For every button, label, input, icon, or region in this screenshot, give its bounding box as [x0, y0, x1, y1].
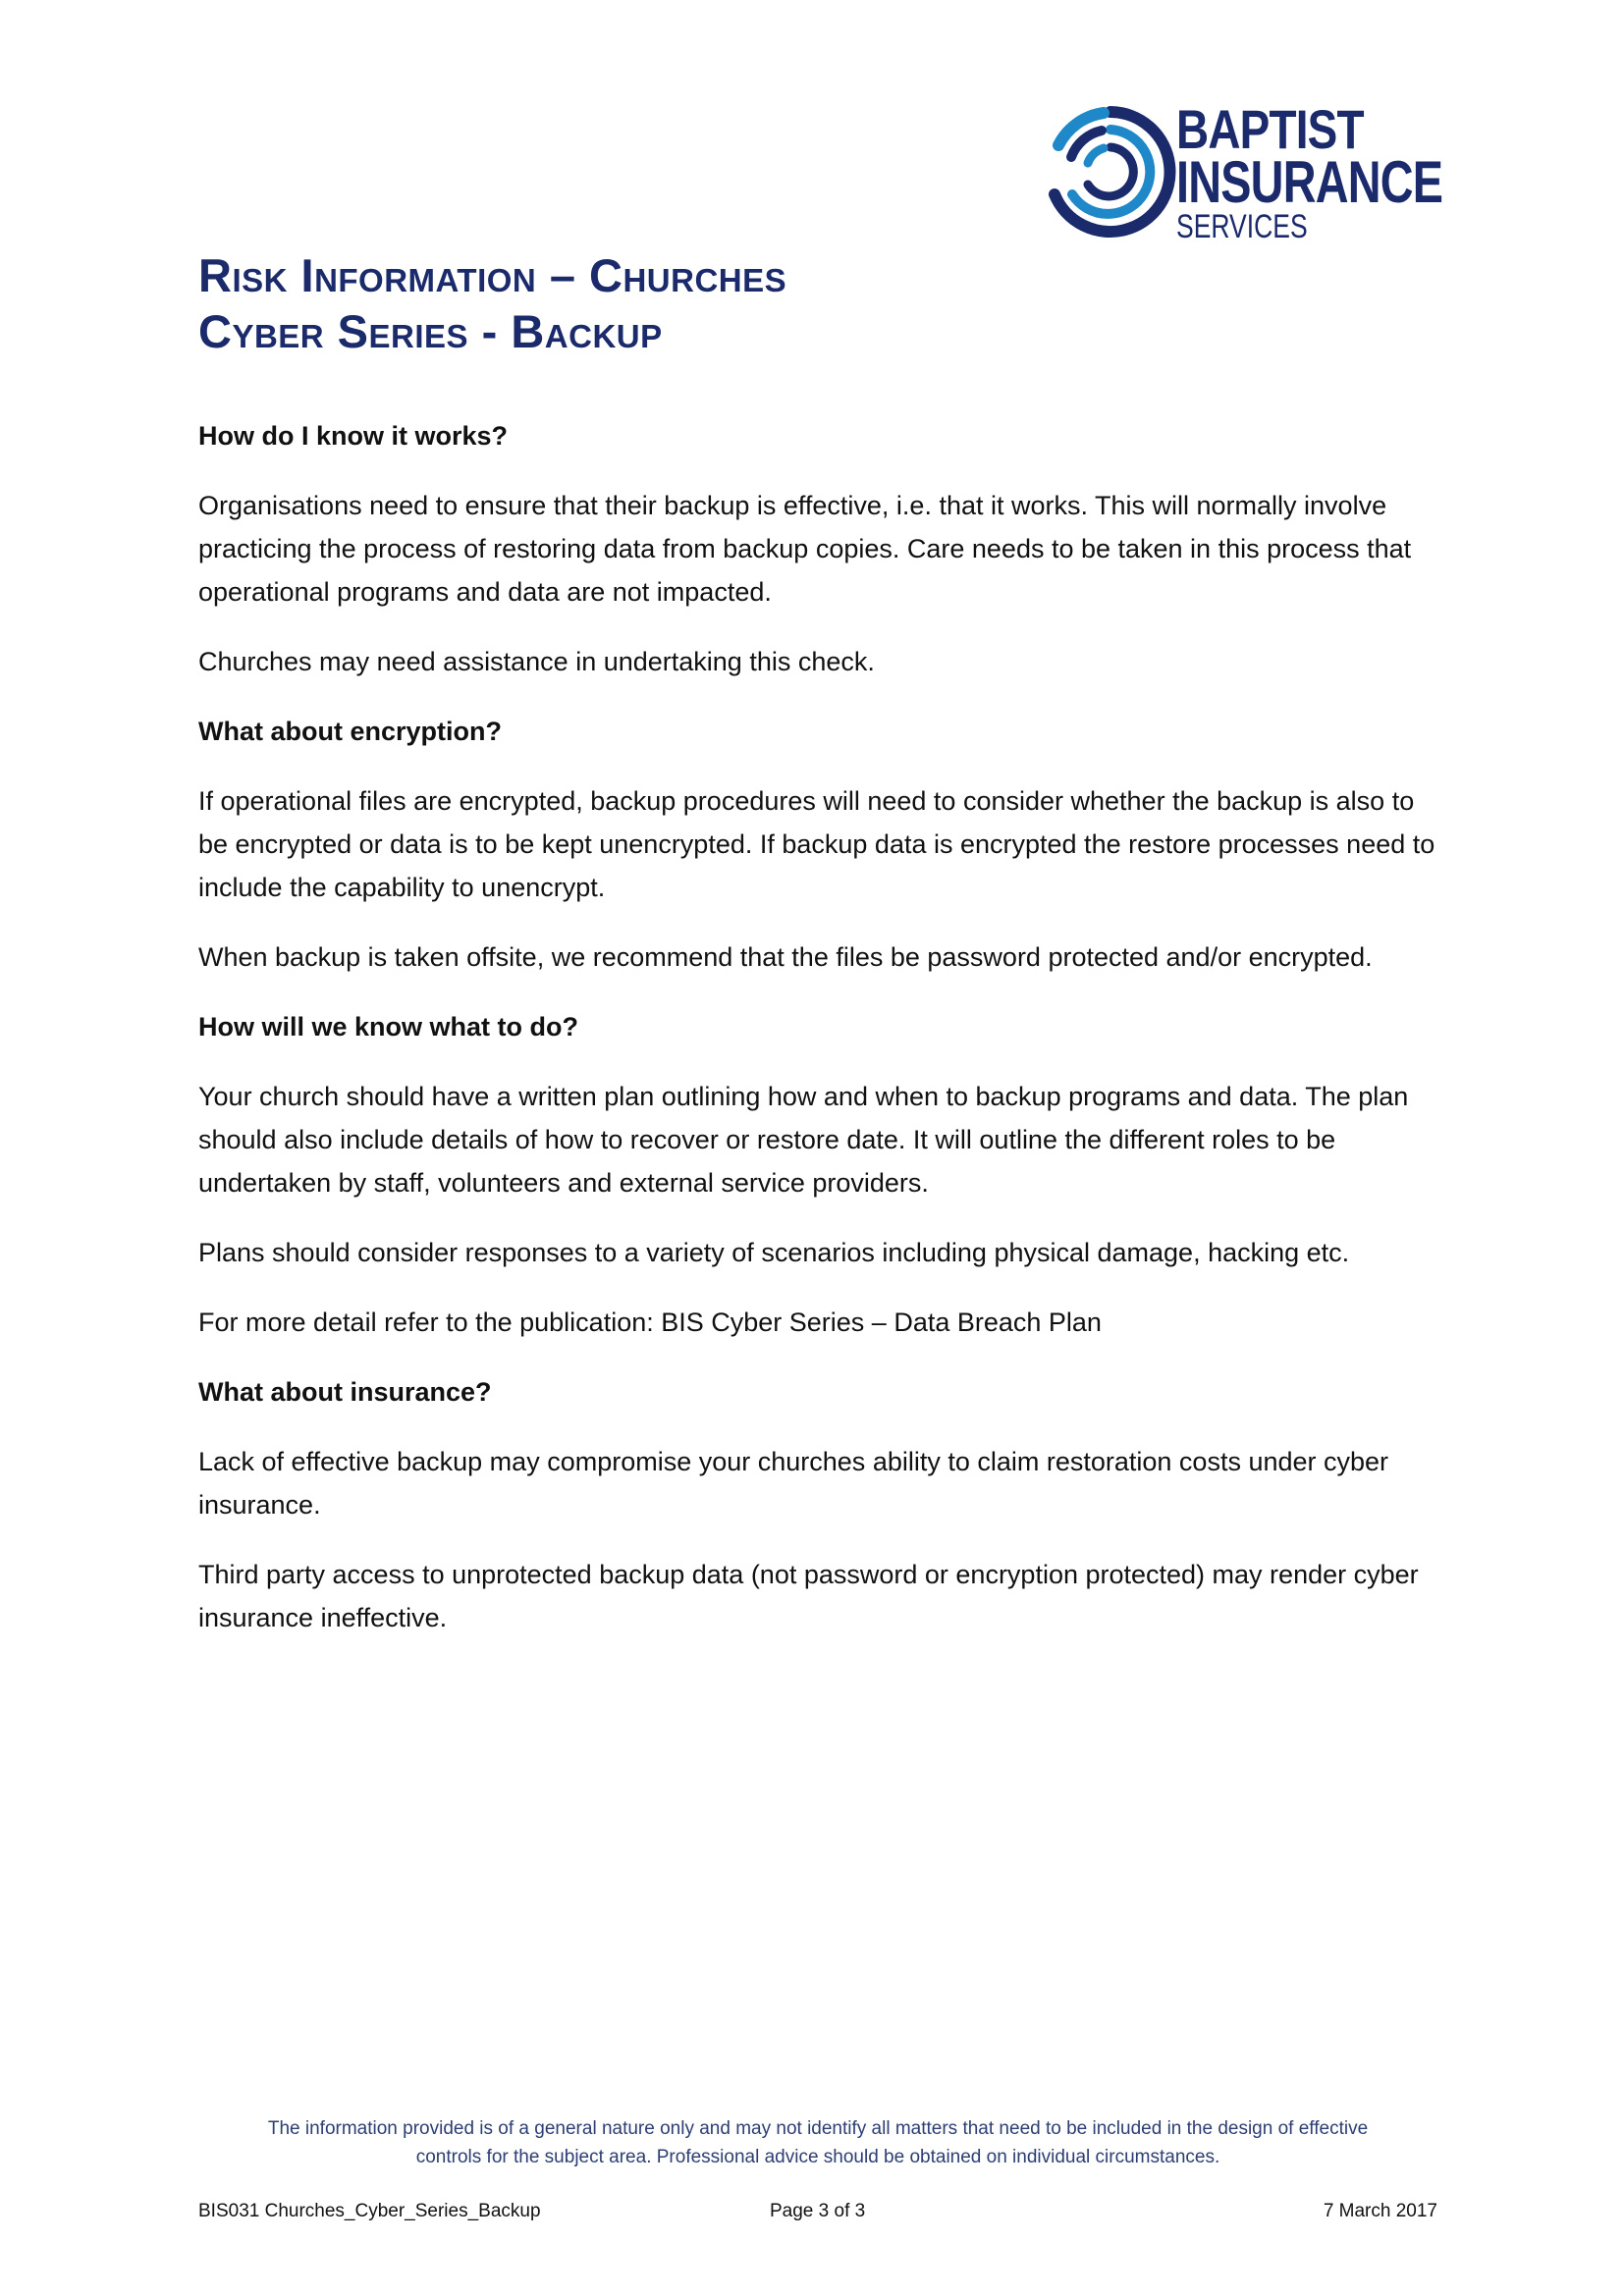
paragraph: Churches may need assistance in undertaking this check.	[198, 647, 875, 676]
paragraph: Third party access to unprotected backup data (not password or encryption protected) may render cyber insurance ineffective.	[198, 1560, 1419, 1632]
disclaimer-line-2: controls for the subject area. Professional advice should be obtained on individual circumstances.	[415, 2147, 1220, 2167]
paragraph: Organisations need to ensure that their backup is effective, i.e. that it works. This will normally involve practicing the process of restoring data from backup copies. Care needs to be taken in this process that operational programs and data are not impacted.	[198, 491, 1412, 607]
logo-wordmark	[1176, 98, 1518, 245]
paragraph: For more detail refer to the publication: BIS Cyber Series – Data Breach Plan	[198, 1308, 1102, 1337]
document-title	[198, 247, 786, 359]
section-heading: What about insurance?	[198, 1377, 492, 1407]
title-line-2: Cyber Series - Backup	[198, 305, 663, 357]
paragraph: If operational files are encrypted, backup procedures will need to consider whether the backup is also to be encrypted or data is to be kept unencrypted. If backup data is encrypted the restore processes need to include the capability to unencrypt.	[198, 786, 1435, 902]
paragraph: When backup is taken offsite, we recommend that the files be password protected and/or encrypted.	[198, 942, 1373, 972]
title-line-1: Risk Information – Churches	[198, 249, 787, 301]
footer-page-number: Page 3 of 3	[770, 2201, 866, 2221]
section-heading: How will we know what to do?	[198, 1012, 578, 1041]
document-body	[198, 414, 1437, 1666]
paragraph: Your church should have a written plan outlining how and when to backup programs and data. The plan should also include details of how to recover or restore date. It will outline the different roles to be undertaken by staff, volunteers and external service providers.	[198, 1082, 1409, 1198]
disclaimer-line-1: The information provided is of a general nature only and may not identify all matters that need to be included in the design of effective	[267, 2118, 1369, 2139]
logo-text-services: SERVICES	[1176, 208, 1308, 245]
section-insurance	[198, 1370, 1437, 1639]
footer-date: 7 March 2017	[1323, 2201, 1437, 2221]
page-footer	[198, 2201, 1437, 2228]
section-encryption	[198, 710, 1437, 979]
footer-doc-ref: BIS031 Churches_Cyber_Series_Backup	[198, 2201, 541, 2221]
section-what-to-do	[198, 1005, 1437, 1344]
logo-text-insurance: INSURANCE	[1176, 149, 1443, 215]
paragraph: Lack of effective backup may compromise your churches ability to claim restoration costs under cyber insurance.	[198, 1447, 1389, 1520]
section-how-do-i-know	[198, 414, 1437, 683]
logo-text-baptist: BAPTIST	[1176, 98, 1364, 160]
section-heading: How do I know it works?	[198, 421, 509, 451]
paragraph: Plans should consider responses to a variety of scenarios including physical damage, hacking etc.	[198, 1238, 1350, 1267]
disclaimer	[198, 2114, 1437, 2171]
company-logo	[1045, 98, 1443, 245]
section-heading: What about encryption?	[198, 717, 502, 746]
swirl-logo-icon	[1045, 106, 1176, 238]
